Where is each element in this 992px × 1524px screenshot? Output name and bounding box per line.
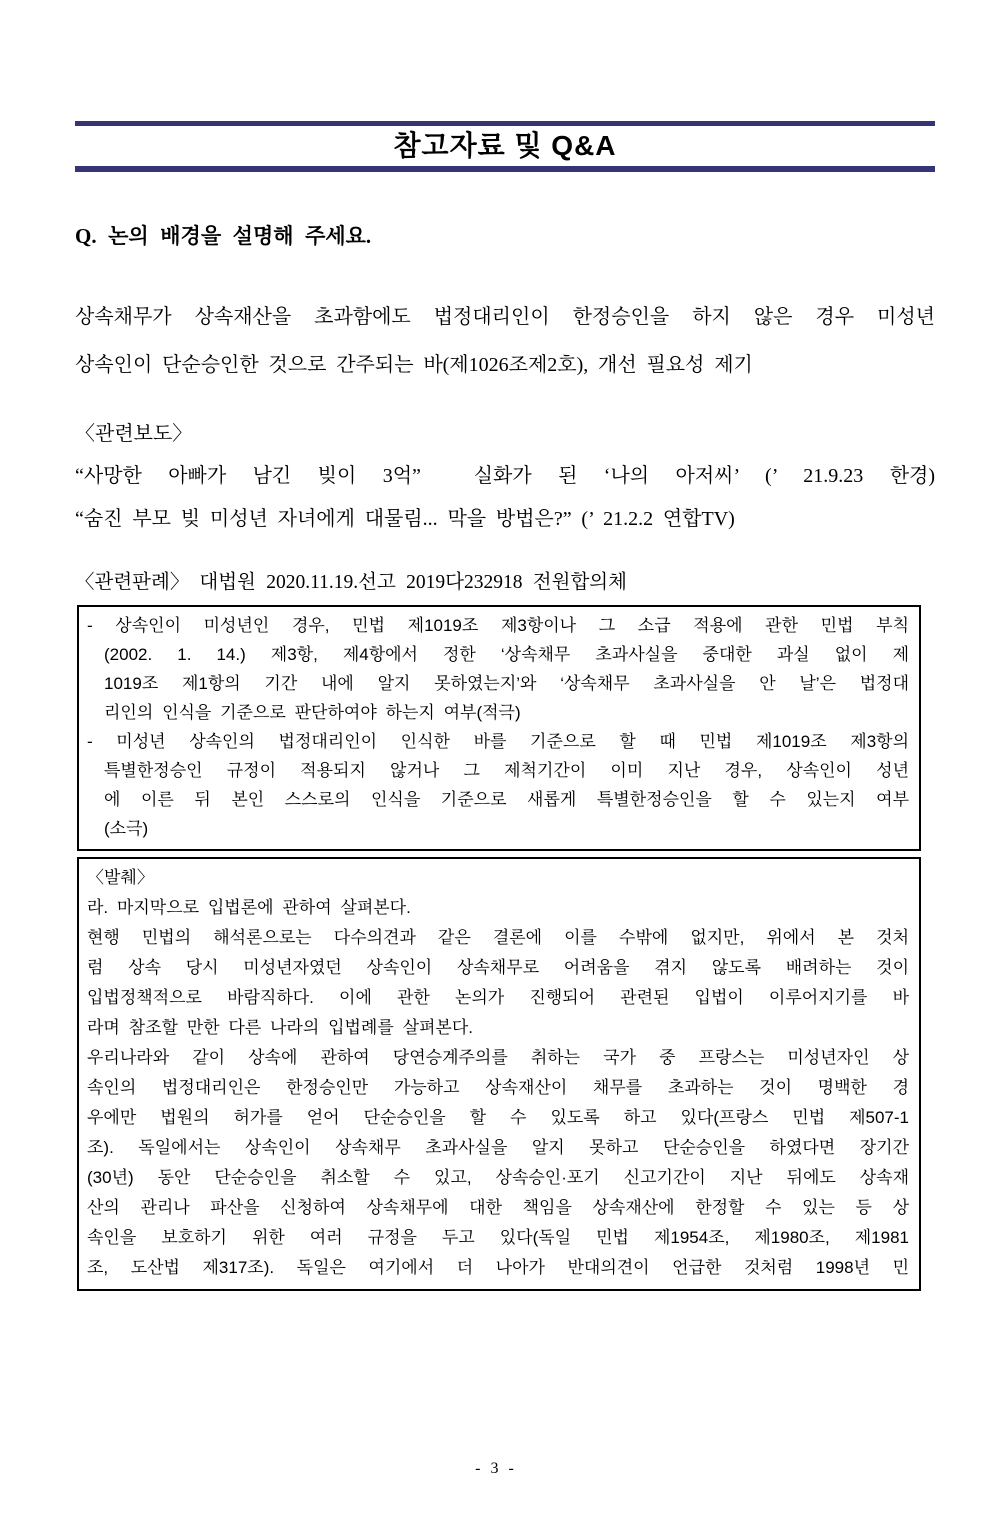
banner-rule-bottom xyxy=(75,166,935,172)
text-line: 현행 민법의 해석론으로는 다수의견과 같은 결론에 이를 수밖에 없지만, 위에서 본 것처 xyxy=(87,928,909,947)
text-line: 특별한정승인 규정이 적용되지 않거나 그 제척기간이 이미 지난 경우, 상속인이 성년 xyxy=(104,761,909,780)
text-line: 속인을 보호하기 위한 여러 규정을 두고 있다(독일 민법 제1954조, 제1980조, 제1981 xyxy=(87,1228,909,1247)
text-line: 라며 참조할 만한 다른 나라의 입법례를 살펴본다. xyxy=(87,1018,473,1037)
case-reference: 대법원 2020.11.19.선고 2019다232918 전원합의체 xyxy=(199,572,627,593)
text-line: - 상속인이 미성년인 경우, 민법 제1019조 제3항이나 그 소급 적용에 관한 민법 부칙 xyxy=(87,616,909,635)
related-case-line xyxy=(75,563,935,603)
text-line: 조). 독일에서는 상속인이 상속채무 초과사실을 알지 못하고 단순승인을 하였다면 장기간 xyxy=(87,1138,909,1157)
text-line: “사망한 아빠가 남긴 빚이 3억” 실화가 된 ‘나의 아저씨’ (’ 21.9.23 한경) xyxy=(75,465,935,487)
related-news-items xyxy=(75,455,935,541)
related-news-heading: 〈관련보도〉 xyxy=(75,423,193,445)
text-line: 에 이른 뒤 본인 스스로의 인식을 기준으로 새롭게 특별한정승인을 할 수 있는지 여부 xyxy=(104,790,910,809)
text-line: 1019조 제1항의 기간 내에 알지 못하였는지’와 ‘상속채무 초과사실을 안 날’은 법정대 xyxy=(104,674,909,693)
case-issues-box xyxy=(77,605,921,851)
text-line: 럼 상속 당시 미성년자였던 상속인이 상속채무로 어려움을 겪지 않도록 배려하는 것이 xyxy=(87,958,909,977)
intro-paragraph xyxy=(75,293,935,389)
text-line: 속인의 법정대리인은 한정승인만 가능하고 상속재산이 채무를 초과하는 것이 명백한 경 xyxy=(87,1078,909,1097)
text-line: 산의 관리나 파산을 신청하여 상속채무에 대한 책임을 상속재산에 한정할 수 있는 등 상 xyxy=(87,1198,909,1217)
title-banner xyxy=(75,121,935,172)
text-line: 라. 마지막으로 입법론에 관하여 살펴본다. xyxy=(87,898,411,917)
text-line: 상속채무가 상속재산을 초과함에도 법정대리인이 한정승인을 하지 않은 경우 미성년 xyxy=(75,306,935,328)
case-excerpt-box xyxy=(77,857,921,1291)
text-line: - 미성년 상속인의 법정대리인이 인식한 바를 기준으로 할 때 민법 제1019조 제3항의 xyxy=(87,732,909,751)
related-case-heading: 〈관련판례〉 xyxy=(75,572,190,593)
text-line: 조, 도산법 제317조). 독일은 여기에서 더 나아가 반대의견이 언급한 것처럼 1998년 민 xyxy=(87,1258,909,1277)
related-news-section xyxy=(75,413,935,541)
text-line: (30년) 동안 단순승인을 취소할 수 있고, 상속승인·포기 신고기간이 지난 뒤에도 상속재 xyxy=(87,1168,909,1187)
text-line: (2002. 1. 14.) 제3항, 제4항에서 정한 ‘상속채무 초과사실을 중대한 과실 없이 제 xyxy=(104,645,909,664)
document-body xyxy=(75,222,935,1291)
text-line: 우에만 법원의 허가를 얻어 단순승인을 할 수 있도록 하고 있다(프랑스 민법 제507-1 xyxy=(87,1108,909,1127)
question-heading: Q. 논의 배경을 설명해 주세요. xyxy=(75,224,372,248)
text-line: 상속인이 단순승인한 것으로 간주되는 바(제1026조제2호), 개선 필요성 제기 xyxy=(75,354,753,376)
text-line: 우리나라와 같이 상속에 관하여 당연승계주의를 취하는 국가 중 프랑스는 미성년자인 상 xyxy=(87,1048,909,1067)
document-page xyxy=(0,121,992,1477)
text-line: 리인의 인식을 기준으로 판단하여야 하는지 여부(적극) xyxy=(104,703,521,722)
page-number: - 3 - xyxy=(475,1460,517,1477)
text-line: 입법정책적으로 바람직하다. 이에 관한 논의가 진행되어 관련된 입법이 이루어지기를 바 xyxy=(87,988,909,1007)
text-line: 〈발췌〉 xyxy=(87,868,154,887)
text-line: “숨진 부모 빚 미성년 자녀에게 대물림... 막을 방법은?” (’ 21.2.2 연합TV) xyxy=(75,508,735,530)
text-line: (소극) xyxy=(104,819,149,838)
page-title: 참고자료 및 Q&A xyxy=(393,130,617,161)
